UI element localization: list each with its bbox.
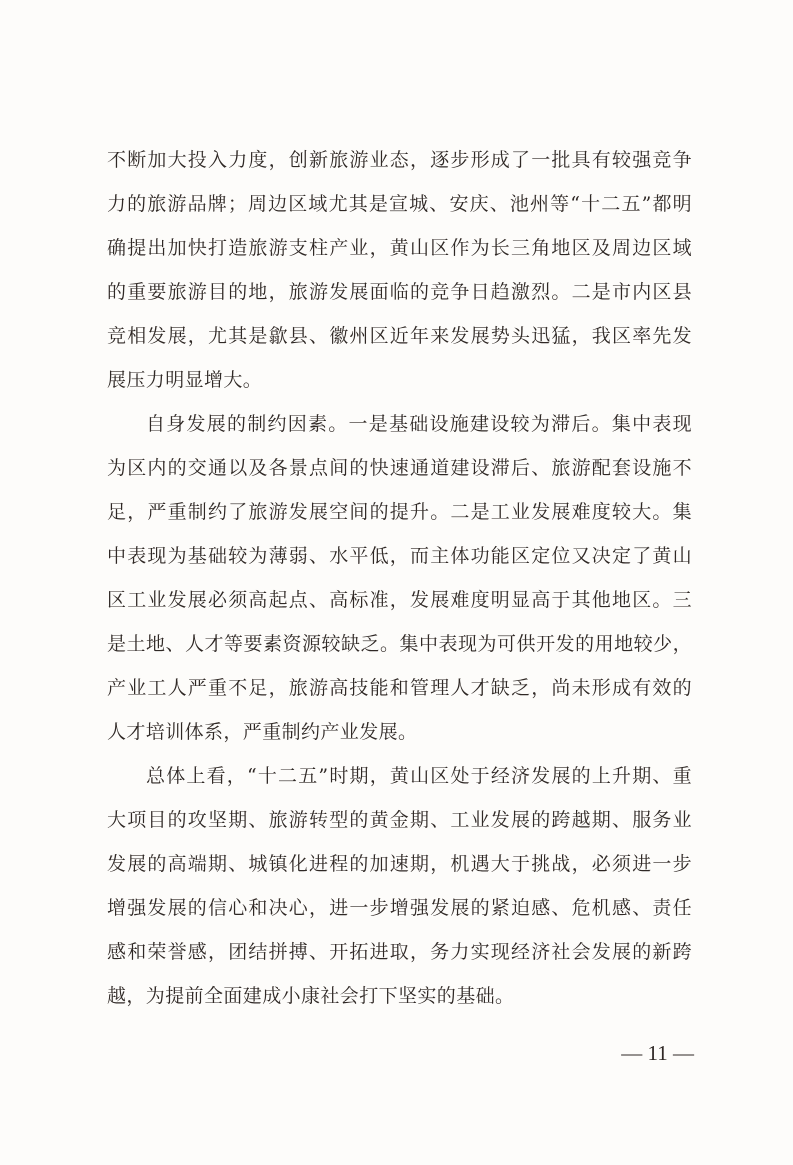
text-line: 感和荣誉感，团结拼搏、开拓进取，务力实现经济社会发展的新跨 (107, 941, 692, 963)
paragraph-first-line: 自身发展的制约因素。一是基础设施建设较为滞后。集中表现 (146, 413, 692, 435)
text-line: 为区内的交通以及各景点间的快速通道建设滞后、旅游配套设施不 (107, 457, 692, 479)
text-line: 中表现为基础较为薄弱、水平低，而主体功能区定位又决定了黄山 (107, 545, 692, 567)
text-line: 增强发展的信心和决心，进一步增强发展的紧迫感、危机感、责任 (107, 897, 692, 919)
text-line: 足，严重制约了旅游发展空间的提升。二是工业发展难度较大。集 (107, 501, 692, 523)
text-line: 不断加大投入力度，创新旅游业态，逐步形成了一批具有较强竞争 (107, 149, 692, 171)
text-line: 产业工人严重不足，旅游高技能和管理人才缺乏，尚未形成有效的 (107, 677, 692, 699)
text-line: 人才培训体系，严重制约产业发展。 (107, 721, 418, 743)
text-line: 的重要旅游目的地，旅游发展面临的竞争日趋激烈。二是市内区县 (107, 281, 692, 303)
page-number: — 11 — (621, 1041, 694, 1065)
text-line: 展压力明显增大。 (107, 369, 263, 391)
text-line: 确提出加快打造旅游支柱产业，黄山区作为长三角地区及周边区域 (107, 237, 692, 259)
text-line: 区工业发展必须高起点、高标准，发展难度明显高于其他地区。三 (107, 589, 692, 611)
text-line: 越，为提前全面建成小康社会打下坚实的基础。 (107, 985, 515, 1007)
text-line: 大项目的攻坚期、旅游转型的黄金期、工业发展的跨越期、服务业 (107, 809, 692, 831)
text-line: 力的旅游品牌；周边区域尤其是宣城、安庆、池州等“十二五”都明 (107, 193, 692, 215)
text-line: 是土地、人才等要素资源较缺乏。集中表现为可供开发的用地较少， (107, 633, 692, 655)
paragraph-first-line: 总体上看，“十二五”时期，黄山区处于经济发展的上升期、重 (146, 765, 692, 787)
text-line: 发展的高端期、城镇化进程的加速期，机遇大于挑战，必须进一步 (107, 853, 692, 875)
text-line: 竞相发展，尤其是歙县、徽州区近年来发展势头迅猛，我区率先发 (107, 325, 692, 347)
